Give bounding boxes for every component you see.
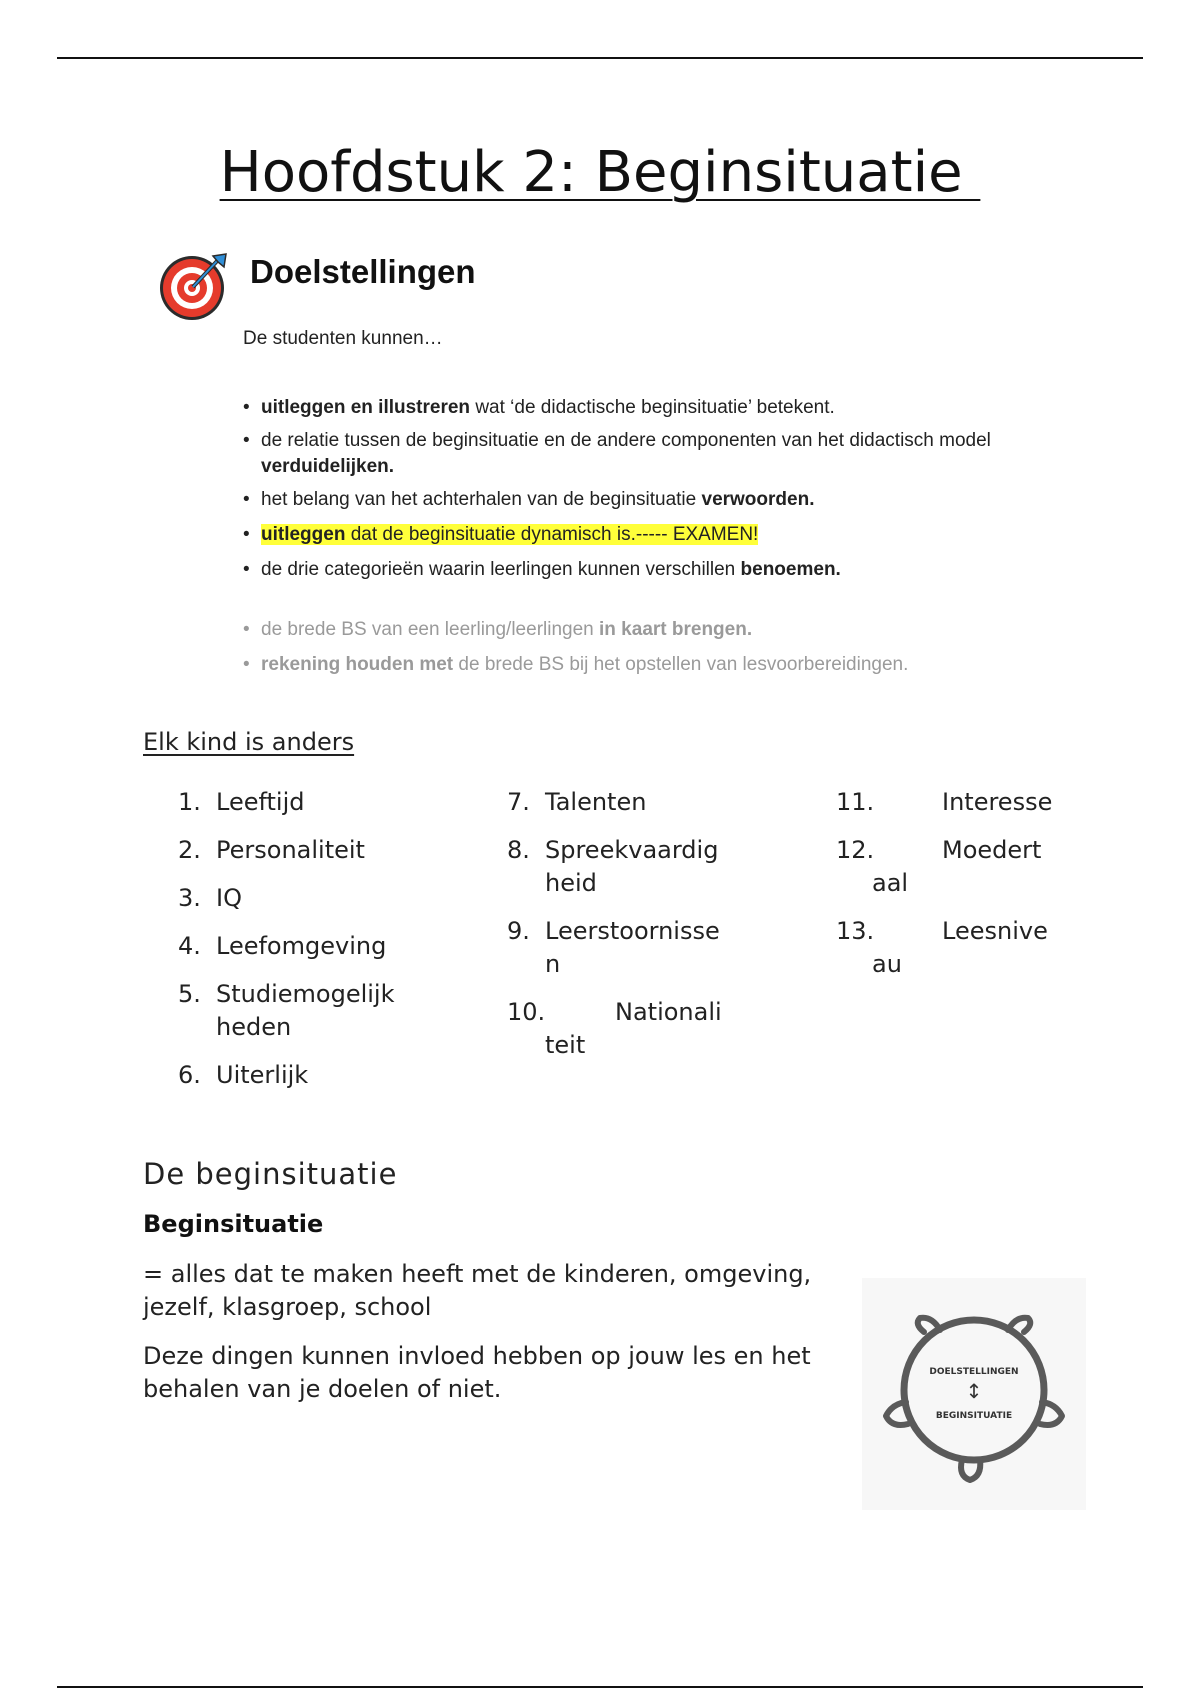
goal-item: • het belang van het achterhalen van de beginsituatie verwoorden. (243, 487, 1043, 513)
goal-item-highlighted: • uitleggen dat de beginsituatie dynamisch is.----- EXAMEN! (243, 522, 1043, 548)
list-item: 10. Nationali teit (507, 998, 722, 1059)
list-item: 9. Leerstoornisse n (507, 917, 720, 978)
list-item: 8. Spreekvaardig heid (507, 836, 719, 897)
diagram-label-bottom: BEGINSITUATIE (935, 1411, 1013, 1421)
bidirectional-arrow-icon: ↕ (965, 1379, 983, 1403)
list-item: 2. Personaliteit (178, 836, 365, 864)
list-item: 1. Leeftijd (178, 788, 305, 816)
section-heading: De beginsituatie (143, 1157, 398, 1191)
list-item: 7. Talenten (507, 788, 647, 816)
goal-item-faded: • de brede BS van een leerling/leerlingen in kaart brengen. (243, 617, 1043, 643)
list-item: 13. Leesnive au (836, 917, 1048, 978)
diagram-label-top: DOELSTELLINGEN (929, 1367, 1019, 1377)
differences-heading: Elk kind is anders (143, 728, 355, 756)
goal-item: • de drie categorieën waarin leerlingen kunnen verschillen benoemen. (243, 557, 1043, 583)
page-title: Hoofdstuk 2: Beginsituatie (219, 140, 981, 205)
list-item: 3. IQ (178, 884, 242, 912)
list-item: 4. Leefomgeving (178, 932, 387, 960)
definition-text: = alles dat te maken heeft met de kinderen, omgeving, jezelf, klasgroep, school (143, 1260, 812, 1321)
cycle-graphic (862, 1278, 1086, 1510)
goal-item: • de relatie tussen de beginsituatie en de andere componenten van het didactisch model verduidelijken. (243, 428, 1043, 480)
target-icon (158, 250, 230, 322)
list-item: 6. Uiterlijk (178, 1061, 309, 1089)
goal-item: • uitleggen en illustreren wat ‘de didactische beginsituatie’ betekent. (243, 395, 1043, 421)
goal-item-faded: • rekening houden met de brede BS bij het opstellen van lesvoorbereidingen. (243, 652, 1043, 678)
term-heading: Beginsituatie (143, 1210, 324, 1238)
top-rule (57, 57, 1143, 59)
goals-heading: Doelstellingen (250, 253, 476, 290)
goals-list (243, 395, 1043, 678)
list-item: 5. Studiemogelijk heden (178, 980, 395, 1041)
list-item: 12. Moedert aal (836, 836, 1042, 897)
goals-intro: De studenten kunnen… (243, 328, 443, 349)
list-item: 11. Interesse (836, 788, 1053, 816)
didactic-cycle-diagram (862, 1278, 1086, 1510)
differences-column-1 (178, 786, 418, 1107)
differences-column-3 (836, 786, 1076, 996)
bottom-rule (57, 1686, 1143, 1688)
differences-column-2 (507, 786, 747, 1077)
impact-text: Deze dingen kunnen invloed hebben op jouw les en het behalen van je doelen of niet. (143, 1342, 811, 1403)
